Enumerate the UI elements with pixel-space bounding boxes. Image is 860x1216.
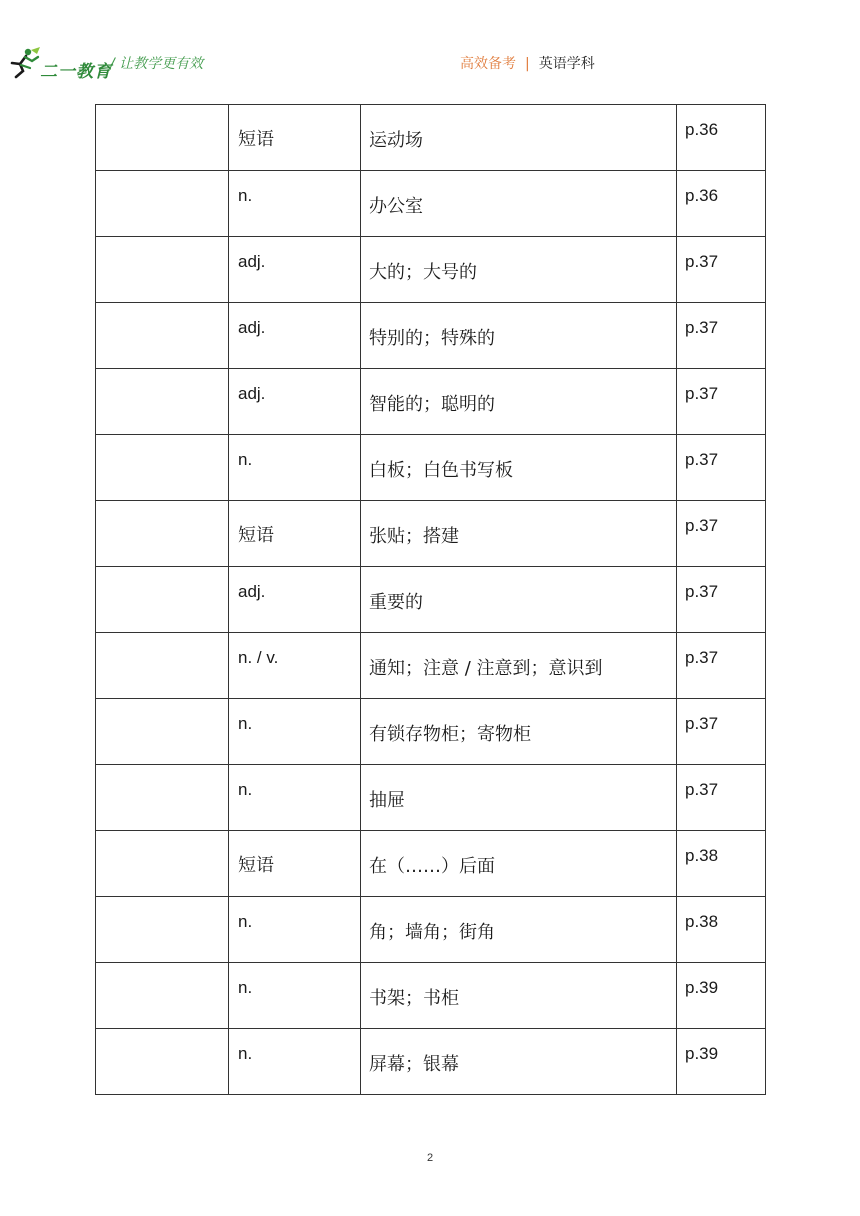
pos-cell: [229, 171, 361, 237]
pos-cell: [229, 963, 361, 1029]
meaning-text: 办公室: [369, 196, 423, 217]
pos-cell: [229, 501, 361, 567]
page-reference: p.37: [685, 648, 719, 667]
pos-cell: [229, 633, 361, 699]
pos-cell: [229, 105, 361, 171]
word-cell: [96, 237, 229, 303]
meaning-text: 特别的；特殊的: [369, 328, 495, 349]
page-reference: p.37: [685, 252, 719, 271]
part-of-speech: adj.: [238, 582, 266, 601]
pos-cell: [229, 897, 361, 963]
slogan: / 让教学更有效: [110, 56, 204, 72]
page-ref-cell: [677, 897, 766, 963]
part-of-speech: n.: [238, 1044, 253, 1063]
page-reference: p.37: [685, 780, 719, 799]
part-of-speech: 短语: [238, 525, 274, 546]
word-cell: [96, 105, 229, 171]
meaning-cell: [361, 963, 677, 1029]
table-row: [96, 765, 766, 831]
word-cell: [96, 1029, 229, 1095]
header-subject-info: [460, 53, 595, 73]
part-of-speech: n. / v.: [238, 648, 279, 667]
page-ref-cell: [677, 105, 766, 171]
meaning-text: 智能的；聪明的: [369, 394, 495, 415]
page-ref-cell: [677, 765, 766, 831]
table-row: [96, 831, 766, 897]
pos-cell: [229, 765, 361, 831]
word-cell: [96, 765, 229, 831]
word-cell: [96, 369, 229, 435]
meaning-text: 抽屉: [369, 790, 405, 811]
part-of-speech: n.: [238, 714, 253, 733]
meaning-cell: [361, 369, 677, 435]
page-ref-cell: [677, 369, 766, 435]
page-ref-cell: [677, 963, 766, 1029]
page-reference: p.38: [685, 846, 719, 865]
meaning-text: 张贴；搭建: [369, 526, 459, 547]
page-number: 2: [426, 1152, 434, 1164]
part-of-speech: n.: [238, 978, 253, 997]
pos-cell: [229, 1029, 361, 1095]
meaning-cell: [361, 303, 677, 369]
table-row: [96, 897, 766, 963]
meaning-cell: [361, 765, 677, 831]
part-of-speech: n.: [238, 912, 253, 931]
word-cell: [96, 303, 229, 369]
page-ref-cell: [677, 303, 766, 369]
table-row: [96, 369, 766, 435]
word-cell: [96, 501, 229, 567]
table-row: [96, 435, 766, 501]
meaning-text: 重要的: [369, 592, 423, 613]
table-row: [96, 963, 766, 1029]
subject-label: 英语学科: [538, 56, 595, 72]
pos-cell: [229, 303, 361, 369]
page-reference: p.36: [685, 186, 719, 205]
page-header: [0, 40, 860, 84]
table-row: [96, 699, 766, 765]
vocabulary-table-body: [96, 105, 766, 1095]
table-row: [96, 303, 766, 369]
pos-cell: [229, 567, 361, 633]
page-ref-cell: [677, 501, 766, 567]
part-of-speech: 短语: [238, 855, 274, 876]
page-reference: p.37: [685, 582, 719, 601]
word-cell: [96, 171, 229, 237]
pos-cell: [229, 237, 361, 303]
word-cell: [96, 699, 229, 765]
meaning-cell: [361, 237, 677, 303]
vocabulary-table: [95, 104, 766, 1095]
meaning-cell: [361, 567, 677, 633]
part-of-speech: n.: [238, 450, 253, 469]
page-reference: p.39: [685, 978, 719, 997]
meaning-text: 角；墙角；街角: [369, 922, 495, 943]
meaning-text: 书架；书柜: [369, 988, 459, 1009]
part-of-speech: n.: [238, 780, 253, 799]
pos-cell: [229, 831, 361, 897]
meaning-text: 有锁存物柜；寄物柜: [369, 724, 531, 745]
word-cell: [96, 567, 229, 633]
word-cell: [96, 435, 229, 501]
page-reference: p.37: [685, 450, 719, 469]
logo: [4, 46, 114, 80]
table-row: [96, 567, 766, 633]
page-ref-cell: [677, 237, 766, 303]
word-cell: [96, 633, 229, 699]
page-ref-cell: [677, 699, 766, 765]
word-cell: [96, 963, 229, 1029]
page-ref-cell: [677, 633, 766, 699]
pos-cell: [229, 699, 361, 765]
page-reference: p.37: [685, 516, 719, 535]
runner-logo-icon: [4, 46, 44, 80]
part-of-speech: adj.: [238, 252, 266, 271]
part-of-speech: adj.: [238, 318, 266, 337]
table-row: [96, 501, 766, 567]
table-row: [96, 1029, 766, 1095]
meaning-cell: [361, 171, 677, 237]
exam-label: 高效备考: [460, 56, 516, 72]
meaning-text: 大的；大号的: [369, 262, 477, 283]
meaning-cell: [361, 699, 677, 765]
word-cell: [96, 831, 229, 897]
page-ref-cell: [677, 171, 766, 237]
table-row: [96, 171, 766, 237]
page-reference: p.37: [685, 318, 719, 337]
table-row: [96, 633, 766, 699]
page-reference: p.37: [685, 714, 719, 733]
part-of-speech: adj.: [238, 384, 266, 403]
meaning-text: 屏幕；银幕: [369, 1054, 459, 1075]
meaning-text: 在（……）后面: [369, 856, 495, 877]
page-ref-cell: [677, 1029, 766, 1095]
meaning-cell: [361, 633, 677, 699]
meaning-text: 运动场: [369, 130, 423, 151]
page-ref-cell: [677, 567, 766, 633]
meaning-text: 通知；注意 / 注意到；意识到: [369, 658, 603, 679]
meaning-cell: [361, 831, 677, 897]
pos-cell: [229, 435, 361, 501]
page-reference: p.37: [685, 384, 719, 403]
header-separator: |: [525, 56, 530, 72]
page-reference: p.36: [685, 120, 719, 139]
table-row: [96, 105, 766, 171]
page-reference: p.38: [685, 912, 719, 931]
logo-text: 二一教育: [40, 62, 112, 82]
meaning-cell: [361, 897, 677, 963]
part-of-speech: n.: [238, 186, 253, 205]
page-ref-cell: [677, 435, 766, 501]
table-row: [96, 237, 766, 303]
page-ref-cell: [677, 831, 766, 897]
part-of-speech: 短语: [238, 129, 274, 150]
pos-cell: [229, 369, 361, 435]
meaning-cell: [361, 435, 677, 501]
meaning-cell: [361, 1029, 677, 1095]
page-reference: p.39: [685, 1044, 719, 1063]
meaning-cell: [361, 105, 677, 171]
meaning-text: 白板；白色书写板: [369, 460, 513, 481]
word-cell: [96, 897, 229, 963]
meaning-cell: [361, 501, 677, 567]
